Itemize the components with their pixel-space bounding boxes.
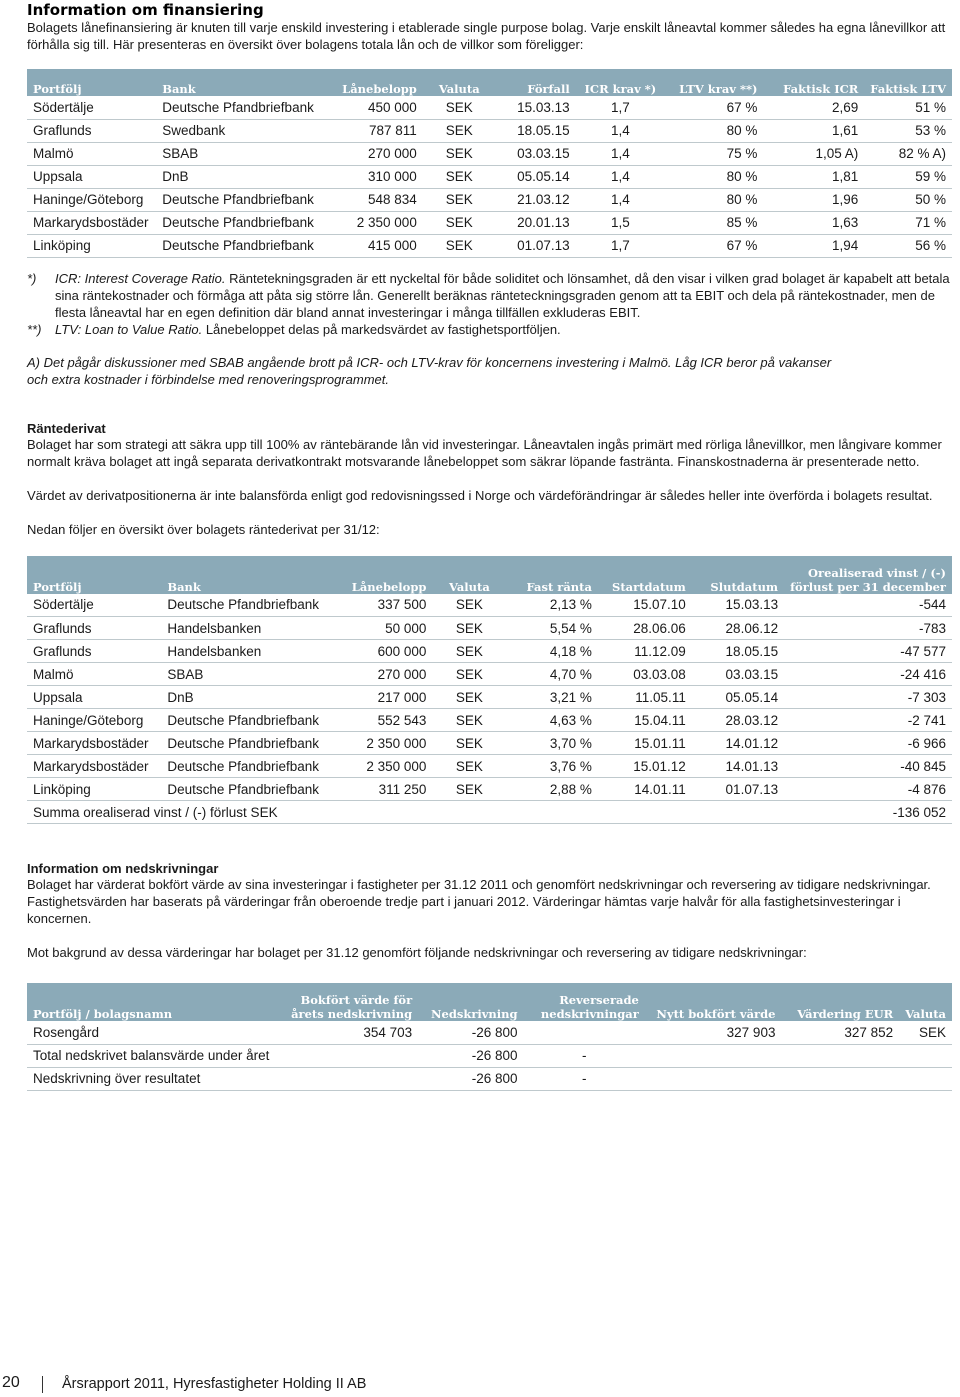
table-cell: DnB: [156, 165, 332, 188]
impairment-p2: Mot bakgrund av dessa värderingar har bolaget per 31.12 genomfört följande nedskrivningar och reversering av tidigare nedskrivningar:: [27, 945, 807, 960]
table-cell: 14.01.13: [692, 755, 784, 778]
table-row: [27, 1021, 952, 1044]
table-cell: Graflunds: [27, 617, 161, 640]
sum-value: -136 052: [784, 801, 952, 824]
table-cell: 2,69: [763, 96, 864, 119]
table-cell: 51 %: [864, 96, 952, 119]
page: [27, 0, 952, 1091]
table-cell: SEK: [432, 709, 506, 732]
table-cell: [275, 1067, 418, 1090]
table-cell: 15.03.13: [496, 96, 576, 119]
col-bank: Bank: [161, 556, 338, 594]
table-cell: 2,13 %: [506, 594, 598, 617]
table-cell: 600 000: [338, 640, 432, 663]
col-unrealized: [784, 556, 952, 594]
table-cell: Graflunds: [27, 640, 161, 663]
col-bank: Bank: [156, 69, 332, 96]
table-cell: 20.01.13: [496, 211, 576, 234]
table-cell: SEK: [423, 96, 496, 119]
table-cell: 80 %: [665, 165, 763, 188]
table-cell: 552 543: [338, 709, 432, 732]
table-cell: 82 % A): [864, 142, 952, 165]
table-cell: Uppsala: [27, 686, 161, 709]
table-cell: Nedskrivning över resultatet: [27, 1067, 275, 1090]
table-cell: 80 %: [665, 119, 763, 142]
table-cell: SEK: [432, 617, 506, 640]
table-cell: 03.03.08: [598, 663, 692, 686]
table-cell: 28.06.06: [598, 617, 692, 640]
table-cell: 1,81: [763, 165, 864, 188]
table-cell: Deutsche Pfandbriefbank: [161, 755, 338, 778]
table-cell: 3,76 %: [506, 755, 598, 778]
table-cell: Haninge/Göteborg: [27, 188, 156, 211]
table-cell: 15.01.12: [598, 755, 692, 778]
note-a: A) Det pågår diskussioner med SBAB angående brott på ICR- och LTV-krav för koncernens investering i Malmö. Låg ICR beror på vakanser och extra kostnader i förbindelse med renoveringsprogrammet.: [27, 354, 832, 387]
loans-header-row: [27, 69, 952, 96]
table-cell: Linköping: [27, 234, 156, 257]
table-cell: 548 834: [332, 188, 422, 211]
footnote-icr-text: Räntetekningsgraden är ett nyckeltal för både soliditet och lönsamhet, då den visar i vilken grad bolaget är kapabelt att betala sina räntekostnader och förmåga att påta sig större lån. Generellt beräknas ränteteckningsgraden genom att ta EBIT och dela på räntekostnader, men de flesta låneavtal har en egen definition där bland annat investeringar i många tillfällen exkluderas EBIT.: [55, 270, 950, 320]
table-cell: 67 %: [665, 96, 763, 119]
table-cell: Linköping: [27, 778, 161, 801]
table-cell: Markarydsbostäder: [27, 732, 161, 755]
table-cell: SEK: [432, 640, 506, 663]
table-cell: Malmö: [27, 142, 156, 165]
table-cell: SEK: [423, 119, 496, 142]
table-cell: -7 303: [784, 686, 952, 709]
table-cell: 1,4: [576, 165, 665, 188]
col-currency: Valuta: [423, 69, 496, 96]
impairment-table: [27, 983, 952, 1091]
derivatives-table: [27, 556, 952, 825]
col-reversed-line1: Reverserade: [559, 993, 639, 1007]
col-loan-amount: Lånebelopp: [338, 556, 432, 594]
table-cell: 311 250: [338, 778, 432, 801]
impairment-header-row: [27, 983, 952, 1021]
table-cell: 05.05.14: [496, 165, 576, 188]
table-cell: Deutsche Pfandbriefbank: [161, 778, 338, 801]
table-cell: Swedbank: [156, 119, 332, 142]
table-cell: Deutsche Pfandbriefbank: [156, 188, 332, 211]
table-cell: 415 000: [332, 234, 422, 257]
impairment-title: Information om nedskrivningar: [27, 861, 219, 876]
table-cell: Södertälje: [27, 96, 156, 119]
table-cell: 1,05 A): [763, 142, 864, 165]
table-cell: -47 577: [784, 640, 952, 663]
table-cell: 217 000: [338, 686, 432, 709]
table-cell: -24 416: [784, 663, 952, 686]
table-row: [27, 755, 952, 778]
table-cell: [781, 1044, 899, 1067]
table-cell: [645, 1067, 782, 1090]
footnote-ltv-term: LTV: Loan to Value Ratio.: [55, 321, 203, 337]
col-maturity: Förfall: [496, 69, 576, 96]
table-cell: [645, 1044, 782, 1067]
table-cell: -40 845: [784, 755, 952, 778]
table-cell: 2 350 000: [338, 732, 432, 755]
table-cell: Södertälje: [27, 594, 161, 617]
table-cell: SEK: [423, 234, 496, 257]
col-fixed-rate: Fast ränta: [506, 556, 598, 594]
table-row: [27, 686, 952, 709]
table-cell: Deutsche Pfandbriefbank: [156, 96, 332, 119]
table-cell: Deutsche Pfandbriefbank: [156, 234, 332, 257]
table-cell: 787 811: [332, 119, 422, 142]
table-cell: -6 966: [784, 732, 952, 755]
table-row: [27, 732, 952, 755]
table-cell: 56 %: [864, 234, 952, 257]
table-cell: -26 800: [418, 1067, 523, 1090]
table-cell: 1,4: [576, 188, 665, 211]
table-cell: 75 %: [665, 142, 763, 165]
table-cell: 14.01.12: [692, 732, 784, 755]
table-cell: 310 000: [332, 165, 422, 188]
table-cell: 15.07.10: [598, 594, 692, 617]
col-portfolio: Portfölj: [27, 556, 161, 594]
table-row: [27, 165, 952, 188]
col-unrealized-line1: Orealiserad vinst / (-): [808, 565, 946, 580]
table-cell: 15.01.11: [598, 732, 692, 755]
table-cell: 270 000: [332, 142, 422, 165]
footnote-ltv-mark: **): [27, 321, 42, 337]
table-cell: 354 703: [275, 1021, 418, 1044]
col-currency: Valuta: [432, 556, 506, 594]
col-actual-icr: Faktisk ICR: [763, 69, 864, 96]
table-cell: -2 741: [784, 709, 952, 732]
footnote-ltv: [27, 321, 952, 338]
table-cell: Deutsche Pfandbriefbank: [161, 709, 338, 732]
table-cell: Deutsche Pfandbriefbank: [156, 211, 332, 234]
col-book-value: [275, 983, 418, 1021]
table-row: [27, 1067, 952, 1090]
table-cell: Haninge/Göteborg: [27, 709, 161, 732]
table-row: [27, 142, 952, 165]
table-cell: 53 %: [864, 119, 952, 142]
table-cell: SEK: [899, 1021, 952, 1044]
table-cell: 1,4: [576, 142, 665, 165]
table-cell: 4,63 %: [506, 709, 598, 732]
col-actual-ltv: Faktisk LTV: [864, 69, 952, 96]
table-cell: 05.05.14: [692, 686, 784, 709]
table-cell: 2 350 000: [338, 755, 432, 778]
table-cell: 18.05.15: [496, 119, 576, 142]
table-row: [27, 663, 952, 686]
table-cell: 4,70 %: [506, 663, 598, 686]
table-cell: [275, 1044, 418, 1067]
table-cell: SEK: [423, 165, 496, 188]
table-cell: Total nedskrivet balansvärde under året: [27, 1044, 275, 1067]
table-cell: SBAB: [156, 142, 332, 165]
table-cell: 50 000: [338, 617, 432, 640]
table-cell: Handelsbanken: [161, 640, 338, 663]
table-cell: Rosengård: [27, 1021, 275, 1044]
table-cell: 2 350 000: [332, 211, 422, 234]
table-cell: -: [524, 1067, 645, 1090]
table-cell: 1,94: [763, 234, 864, 257]
table-cell: 14.01.11: [598, 778, 692, 801]
table-row: [27, 119, 952, 142]
col-writedown: Nedskrivning: [418, 983, 523, 1021]
table-row: [27, 211, 952, 234]
table-row: [27, 617, 952, 640]
table-cell: Markarydsbostäder: [27, 211, 156, 234]
table-cell: 1,7: [576, 234, 665, 257]
table-row: [27, 778, 952, 801]
col-reversed: [524, 983, 645, 1021]
table-cell: 03.03.15: [496, 142, 576, 165]
table-cell: SEK: [432, 732, 506, 755]
table-cell: 67 %: [665, 234, 763, 257]
table-cell: Deutsche Pfandbriefbank: [161, 732, 338, 755]
col-currency: Valuta: [899, 983, 952, 1021]
financing-intro: Bolagets lånefinansiering är knuten till varje enskild investering i etablerade single purpose bolag. Varje enskilt låneavtal kommer således ha egna lånevillkor att förhålla sig till. Här presenteras en översikt över bolagens totala lån och de villkor som föreligger:: [27, 20, 946, 52]
col-book-value-line1: Bokfört värde för: [300, 993, 413, 1007]
table-cell: 18.05.15: [692, 640, 784, 663]
derivatives-title: Räntederivat: [27, 420, 106, 436]
table-cell: [524, 1021, 645, 1044]
table-cell: SEK: [432, 755, 506, 778]
table-cell: Handelsbanken: [161, 617, 338, 640]
sum-label: Summa orealiserad vinst / (-) förlust SEK: [27, 801, 784, 824]
table-cell: SBAB: [161, 663, 338, 686]
table-cell: SEK: [423, 211, 496, 234]
table-cell: 15.04.11: [598, 709, 692, 732]
table-cell: 1,5: [576, 211, 665, 234]
table-cell: SEK: [423, 142, 496, 165]
col-loan-amount: Lånebelopp: [332, 69, 422, 96]
financing-title: Information om finansiering: [27, 1, 264, 19]
derivatives-p3: Nedan följer en översikt över bolagets räntederivat per 31/12:: [27, 521, 380, 537]
impairment-p1: Bolaget har värderat bokfört värde av sina investeringar i fastigheter per 31.12 2011 och genomfört nedskrivningar och reversering av tidigare nedskrivningar. Fastighetsvärden har baserats på värderingar från oberoende tredje part i januari 2012. Värderingar hämtas varje halvår för alla fastighetsinvesteringar i koncernen.: [27, 877, 931, 926]
table-cell: 01.07.13: [496, 234, 576, 257]
table-cell: 28.06.12: [692, 617, 784, 640]
col-new-book-value: Nytt bokfört värde: [645, 983, 782, 1021]
table-row: [27, 709, 952, 732]
table-cell: 327 903: [645, 1021, 782, 1044]
col-icr-req: ICR krav *): [576, 69, 665, 96]
table-cell: -26 800: [418, 1044, 523, 1067]
col-book-value-line2: årets nedskrivning: [291, 1007, 413, 1021]
table-cell: 01.07.13: [692, 778, 784, 801]
table-cell: 59 %: [864, 165, 952, 188]
table-cell: 270 000: [338, 663, 432, 686]
table-cell: -783: [784, 617, 952, 640]
table-cell: 1,7: [576, 96, 665, 119]
table-cell: 28.03.12: [692, 709, 784, 732]
footnote-icr-mark: *): [27, 270, 37, 286]
footer-divider: [42, 1376, 43, 1393]
table-cell: 3,70 %: [506, 732, 598, 755]
table-cell: Graflunds: [27, 119, 156, 142]
table-cell: -26 800: [418, 1021, 523, 1044]
derivatives-header-row: [27, 556, 952, 594]
table-cell: 15.03.13: [692, 594, 784, 617]
table-cell: 50 %: [864, 188, 952, 211]
col-ltv-req: LTV krav **): [665, 69, 763, 96]
table-cell: -4 876: [784, 778, 952, 801]
table-cell: 1,4: [576, 119, 665, 142]
footnote-ltv-text: Lånebeloppet delas på markedsvärdet av fastighetsportföljen.: [202, 321, 561, 337]
table-row: [27, 594, 952, 617]
table-cell: SEK: [432, 778, 506, 801]
table-cell: 2,88 %: [506, 778, 598, 801]
table-cell: SEK: [432, 594, 506, 617]
table-row: [27, 234, 952, 257]
table-cell: 85 %: [665, 211, 763, 234]
table-cell: 327 852: [781, 1021, 899, 1044]
table-cell: 1,61: [763, 119, 864, 142]
table-cell: SEK: [423, 188, 496, 211]
table-cell: 11.05.11: [598, 686, 692, 709]
table-cell: Uppsala: [27, 165, 156, 188]
table-cell: SEK: [432, 663, 506, 686]
table-cell: 80 %: [665, 188, 763, 211]
derivatives-p1: Bolaget har som strategi att säkra upp till 100% av räntebärande lån vid investeringar. Låneavtalen ingås primärt med rörliga lånevillkor, men långivare kommer normalt kräva bolaget att ingå separata derivatkontrakt motsvarande lånebeloppet som säkrar löpande fastränta. Finanskostnaderna är presenterade netto.: [27, 436, 942, 469]
table-row: [27, 96, 952, 119]
col-portfolio: Portfölj: [27, 69, 156, 96]
table-cell: Markarydsbostäder: [27, 755, 161, 778]
col-valuation-eur: Värdering EUR: [781, 983, 899, 1021]
table-cell: 1,63: [763, 211, 864, 234]
table-cell: 5,54 %: [506, 617, 598, 640]
table-cell: 450 000: [332, 96, 422, 119]
report-title: Årsrapport 2011, Hyresfastigheter Holding II AB: [62, 1376, 367, 1392]
table-cell: Malmö: [27, 663, 161, 686]
col-reversed-line2: nedskrivningar: [540, 1007, 639, 1021]
col-unrealized-line2: förlust per 31 december: [790, 579, 946, 594]
table-row: [27, 188, 952, 211]
table-cell: -: [524, 1044, 645, 1067]
table-row: [27, 1044, 952, 1067]
table-cell: 11.12.09: [598, 640, 692, 663]
col-end-date: Slutdatum: [692, 556, 784, 594]
table-cell: 3,21 %: [506, 686, 598, 709]
derivatives-p2: Värdet av derivatpositionerna är inte balansförda enligt god redovisningssed i Norge och värdeförändringar är således heller inte överförda i bolagets resultat.: [27, 487, 933, 503]
table-cell: 4,18 %: [506, 640, 598, 663]
table-cell: 1,96: [763, 188, 864, 211]
sum-row: [27, 801, 952, 824]
table-row: [27, 640, 952, 663]
col-start-date: Startdatum: [598, 556, 692, 594]
footnote-icr-term: ICR: Interest Coverage Ratio.: [55, 270, 226, 286]
table-cell: DnB: [161, 686, 338, 709]
table-cell: 337 500: [338, 594, 432, 617]
col-portfolio-company: Portfölj / bolagsnamn: [27, 983, 275, 1021]
table-cell: 71 %: [864, 211, 952, 234]
loans-table: [27, 69, 952, 258]
table-cell: 21.03.12: [496, 188, 576, 211]
table-cell: -544: [784, 594, 952, 617]
table-cell: Deutsche Pfandbriefbank: [161, 594, 338, 617]
table-cell: [899, 1044, 952, 1067]
footnote-icr: [27, 270, 952, 321]
table-cell: 03.03.15: [692, 663, 784, 686]
page-number: 20: [2, 1374, 20, 1391]
table-cell: SEK: [432, 686, 506, 709]
table-cell: [899, 1067, 952, 1090]
table-cell: [781, 1067, 899, 1090]
